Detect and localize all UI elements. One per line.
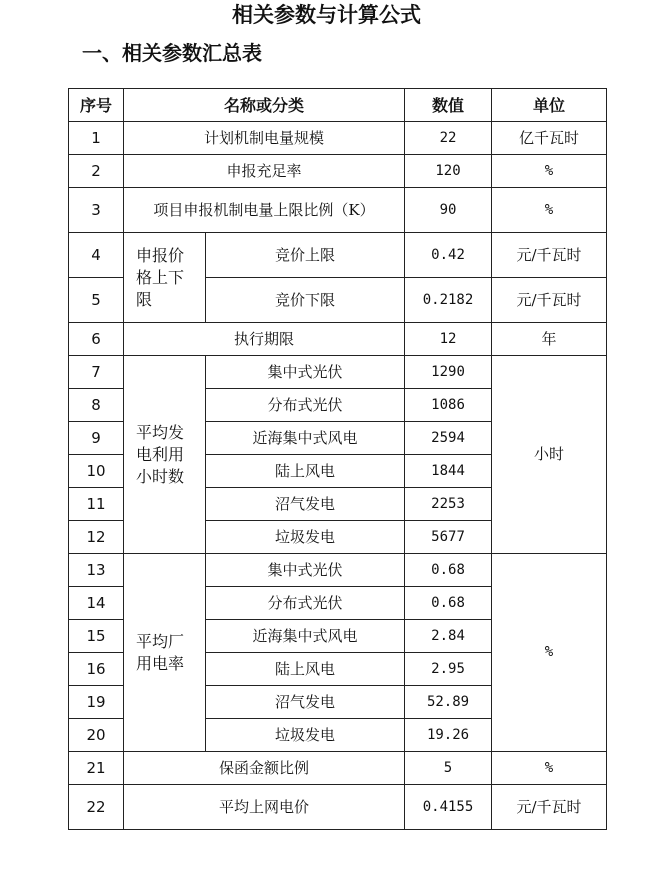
row-name: 近海集中式风电 bbox=[206, 422, 405, 455]
row-unit: % bbox=[492, 752, 607, 785]
header-seq: 序号 bbox=[69, 89, 124, 122]
row-unit: 年 bbox=[492, 323, 607, 356]
row-seq: 20 bbox=[69, 719, 124, 752]
row-seq: 12 bbox=[69, 521, 124, 554]
table-row bbox=[69, 356, 607, 389]
row-name: 执行期限 bbox=[124, 323, 405, 356]
row-seq: 22 bbox=[69, 785, 124, 830]
row-name: 集中式光伏 bbox=[206, 356, 405, 389]
row-name: 沼气发电 bbox=[206, 686, 405, 719]
row-seq: 10 bbox=[69, 455, 124, 488]
row-unit: % bbox=[492, 188, 607, 233]
row-name: 项目申报机制电量上限比例（K） bbox=[124, 188, 405, 233]
row-value: 2.84 bbox=[405, 620, 492, 653]
row-value: 90 bbox=[405, 188, 492, 233]
row-unit: 元/千瓦时 bbox=[492, 233, 607, 278]
row-value: 120 bbox=[405, 155, 492, 188]
table-row bbox=[69, 785, 607, 830]
row-value: 0.68 bbox=[405, 587, 492, 620]
row-seq: 3 bbox=[69, 188, 124, 233]
row-value: 2253 bbox=[405, 488, 492, 521]
row-value: 2.95 bbox=[405, 653, 492, 686]
row-value: 0.4155 bbox=[405, 785, 492, 830]
row-name: 垃圾发电 bbox=[206, 719, 405, 752]
row-unit: 元/千瓦时 bbox=[492, 785, 607, 830]
row-seq: 8 bbox=[69, 389, 124, 422]
table-row bbox=[69, 188, 607, 233]
row-value: 5 bbox=[405, 752, 492, 785]
row-unit: % bbox=[492, 554, 607, 752]
row-seq: 7 bbox=[69, 356, 124, 389]
row-unit: 小时 bbox=[492, 356, 607, 554]
header-name: 名称或分类 bbox=[124, 89, 405, 122]
row-name: 陆上风电 bbox=[206, 455, 405, 488]
row-seq: 5 bbox=[69, 278, 124, 323]
row-seq: 1 bbox=[69, 122, 124, 155]
row-seq: 13 bbox=[69, 554, 124, 587]
table-header-row bbox=[69, 89, 607, 122]
row-name: 垃圾发电 bbox=[206, 521, 405, 554]
row-value: 0.42 bbox=[405, 233, 492, 278]
row-value: 1290 bbox=[405, 356, 492, 389]
group-price-limits: 申报价格上下限 bbox=[124, 233, 206, 323]
row-seq: 11 bbox=[69, 488, 124, 521]
row-name: 平均上网电价 bbox=[124, 785, 405, 830]
row-seq: 14 bbox=[69, 587, 124, 620]
row-value: 0.2182 bbox=[405, 278, 492, 323]
row-seq: 21 bbox=[69, 752, 124, 785]
header-value: 数值 bbox=[405, 89, 492, 122]
row-name: 计划机制电量规模 bbox=[124, 122, 405, 155]
group-plant-use-rate: 平均厂用电率 bbox=[124, 554, 206, 752]
row-unit: 元/千瓦时 bbox=[492, 278, 607, 323]
table-row bbox=[69, 554, 607, 587]
parameter-summary-table bbox=[68, 88, 607, 830]
table-row bbox=[69, 233, 607, 278]
table-row bbox=[69, 323, 607, 356]
row-name: 沼气发电 bbox=[206, 488, 405, 521]
row-name: 集中式光伏 bbox=[206, 554, 405, 587]
table-row bbox=[69, 122, 607, 155]
row-value: 5677 bbox=[405, 521, 492, 554]
row-value: 52.89 bbox=[405, 686, 492, 719]
row-value: 19.26 bbox=[405, 719, 492, 752]
row-unit: 亿千瓦时 bbox=[492, 122, 607, 155]
row-seq: 15 bbox=[69, 620, 124, 653]
row-seq: 19 bbox=[69, 686, 124, 719]
row-name: 竞价下限 bbox=[206, 278, 405, 323]
table-row bbox=[69, 752, 607, 785]
row-name: 陆上风电 bbox=[206, 653, 405, 686]
row-name: 近海集中式风电 bbox=[206, 620, 405, 653]
row-value: 22 bbox=[405, 122, 492, 155]
document-title: 相关参数与计算公式 bbox=[232, 3, 421, 27]
row-seq: 16 bbox=[69, 653, 124, 686]
row-name: 申报充足率 bbox=[124, 155, 405, 188]
row-unit: % bbox=[492, 155, 607, 188]
row-seq: 6 bbox=[69, 323, 124, 356]
row-seq: 2 bbox=[69, 155, 124, 188]
row-name: 分布式光伏 bbox=[206, 389, 405, 422]
table-row bbox=[69, 155, 607, 188]
row-name: 竞价上限 bbox=[206, 233, 405, 278]
section-heading: 一、相关参数汇总表 bbox=[82, 41, 262, 65]
row-value: 1844 bbox=[405, 455, 492, 488]
row-value: 0.68 bbox=[405, 554, 492, 587]
row-name: 分布式光伏 bbox=[206, 587, 405, 620]
row-name: 保函金额比例 bbox=[124, 752, 405, 785]
row-value: 12 bbox=[405, 323, 492, 356]
row-value: 2594 bbox=[405, 422, 492, 455]
row-seq: 9 bbox=[69, 422, 124, 455]
header-unit: 单位 bbox=[492, 89, 607, 122]
group-avg-hours: 平均发电利用小时数 bbox=[124, 356, 206, 554]
row-value: 1086 bbox=[405, 389, 492, 422]
row-seq: 4 bbox=[69, 233, 124, 278]
